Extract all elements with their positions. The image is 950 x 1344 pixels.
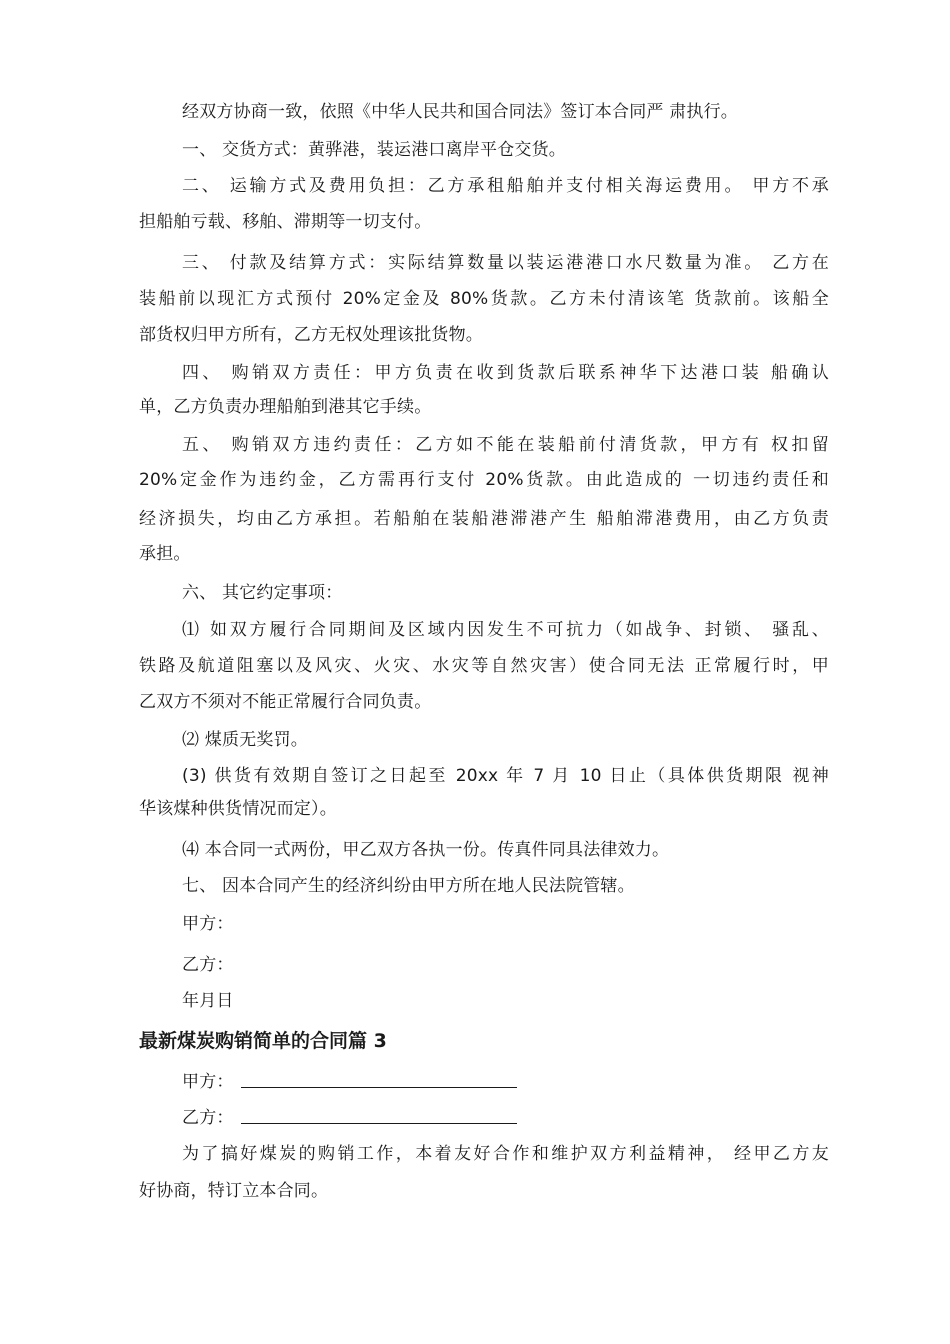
clause-6-item-2: ⑵ 煤质无奖罚。 bbox=[182, 730, 309, 750]
clause-6-heading: 六、 其它约定事项： bbox=[182, 583, 343, 603]
closing-line-1: 为了搞好煤炭的购销工作，本着友好合作和维护双方利益精神， 经甲乙方友 bbox=[182, 1144, 829, 1164]
clause-6-item-4: ⑷ 本合同一式两份，甲乙双方各执一份。传真件同具法律效力。 bbox=[182, 840, 670, 860]
party-b-blank-line bbox=[241, 1123, 517, 1124]
clause-3-line-3: 部货权归甲方所有，乙方无权处理该批货物。 bbox=[139, 325, 483, 345]
paragraph-intro: 经双方协商一致，依照《中华人民共和国合同法》签订本合同严 肃执行。 bbox=[182, 102, 739, 122]
clause-5-line-2: 20%定金作为违约金，乙方需再行支付 20%货款。由此造成的 一切违约责任和 bbox=[139, 470, 829, 490]
clause-4-line-2: 单，乙方负责办理船舶到港其它手续。 bbox=[139, 397, 432, 417]
clause-3-line-2: 装船前以现汇方式预付 20%定金及 80%货款。乙方未付清该笔 货款前。该船全 bbox=[139, 289, 829, 309]
closing-line-2: 好协商，特订立本合同。 bbox=[139, 1181, 329, 1201]
clause-1: 一、 交货方式：黄骅港，装运港口离岸平仓交货。 bbox=[182, 140, 567, 160]
clause-7: 七、 因本合同产生的经济纠纷由甲方所在地人民法院管辖。 bbox=[182, 876, 635, 896]
party-b-signature: 乙方： bbox=[182, 955, 234, 975]
section-title: 最新煤炭购销简单的合同篇 3 bbox=[139, 1030, 387, 1052]
party-a-signature: 甲方： bbox=[182, 914, 234, 934]
clause-5-line-3: 经济损失，均由乙方承担。若船舶在装船港滞港产生 船舶滞港费用，由乙方负责 bbox=[139, 509, 829, 529]
clause-6-item-1-line-2: 铁路及航道阻塞以及风灾、火灾、水灾等自然灾害）使合同无法 正常履行时，甲 bbox=[139, 656, 829, 676]
party-a-blank-line bbox=[241, 1087, 517, 1088]
party-b-label: 乙方： bbox=[182, 1108, 234, 1128]
clause-6-item-1-line-1: ⑴ 如双方履行合同期间及区域内因发生不可抗力（如战争、封锁、 骚乱、 bbox=[182, 620, 829, 640]
clause-5-line-1: 五、 购销双方违约责任：乙方如不能在装船前付清货款，甲方有 权扣留 bbox=[182, 435, 829, 455]
clause-2-line-1: 二、 运输方式及费用负担：乙方承租船舶并支付相关海运费用。 甲方不承 bbox=[182, 176, 829, 196]
clause-6-item-3-line-2: 华该煤种供货情况而定）。 bbox=[139, 799, 337, 819]
clause-6-item-3-line-1: (3) 供货有效期自签订之日起至 20xx 年 7 月 10 日止（具体供货期限 视神 bbox=[182, 766, 829, 786]
clause-3-line-1: 三、 付款及结算方式：实际结算数量以装运港港口水尺数量为准。 乙方在 bbox=[182, 253, 829, 273]
party-a-label: 甲方： bbox=[182, 1072, 234, 1092]
clause-5-line-4: 承担。 bbox=[139, 544, 191, 564]
clause-2-line-2: 担船舶亏载、移舶、滞期等一切支付。 bbox=[139, 212, 432, 232]
date-line: 年月日 bbox=[182, 991, 234, 1011]
clause-6-item-1-line-3: 乙双方不须对不能正常履行合同负责。 bbox=[139, 692, 432, 712]
clause-4-line-1: 四、 购销双方责任：甲方负责在收到货款后联系神华下达港口装 船确认 bbox=[182, 363, 829, 383]
